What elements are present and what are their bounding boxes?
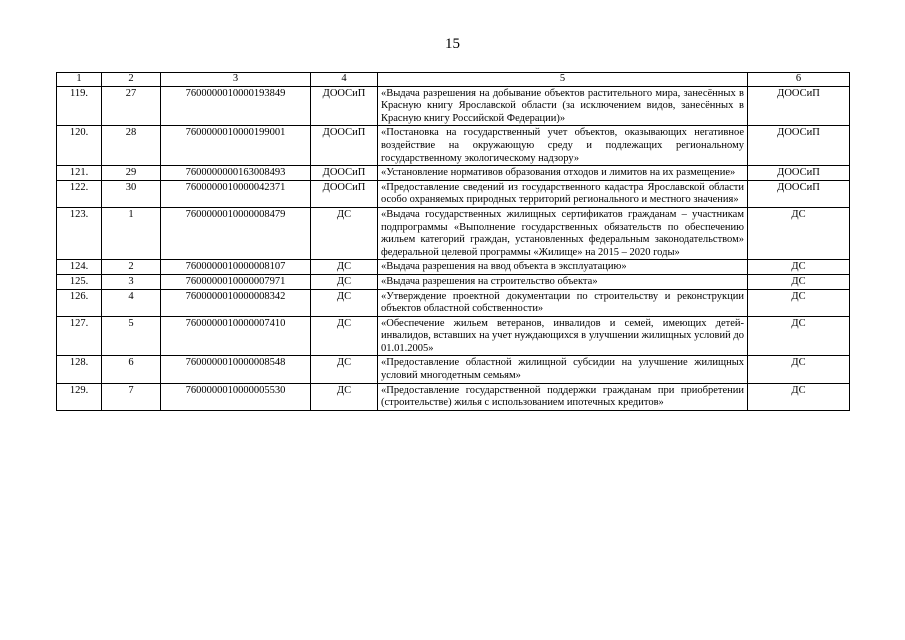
- column-header: 6: [748, 73, 850, 87]
- department-cell: ДС: [311, 383, 378, 410]
- column-header: 3: [161, 73, 311, 87]
- table-row: [57, 180, 850, 207]
- table-row: [57, 356, 850, 383]
- sub-number: 27: [102, 86, 161, 126]
- row-number: 120.: [57, 126, 102, 166]
- table-header-row: [57, 73, 850, 87]
- responsible-cell: ДООСиП: [748, 180, 850, 207]
- service-code: 7600000010000008342: [161, 289, 311, 316]
- department-cell: ДООСиП: [311, 180, 378, 207]
- row-number: 125.: [57, 274, 102, 289]
- service-code: 7600000010000007971: [161, 274, 311, 289]
- service-code: 7600000010000008107: [161, 260, 311, 275]
- sub-number: 2: [102, 260, 161, 275]
- service-name: «Предоставление областной жилищной субсидии на улучшение жилищных условий многодетным семьям»: [378, 356, 748, 383]
- sub-number: 29: [102, 166, 161, 181]
- table-row: [57, 86, 850, 126]
- responsible-cell: ДС: [748, 260, 850, 275]
- sub-number: 5: [102, 316, 161, 356]
- responsible-cell: ДООСиП: [748, 166, 850, 181]
- table-row: [57, 166, 850, 181]
- table-row: [57, 383, 850, 410]
- service-name: «Обеспечение жильем ветеранов, инвалидов и семей, имеющих детей-инвалидов, вставших на учет нуждающихся в улучшении жилищных условий до 01.01.2005»: [378, 316, 748, 356]
- service-code: 7600000010000008548: [161, 356, 311, 383]
- row-number: 122.: [57, 180, 102, 207]
- row-number: 126.: [57, 289, 102, 316]
- service-name: «Предоставление сведений из государственного кадастра Ярославской области особо охраняемых природных территорий регионального и местного значения»: [378, 180, 748, 207]
- department-cell: ДС: [311, 274, 378, 289]
- service-code: 7600000010000007410: [161, 316, 311, 356]
- service-name: «Выдача разрешения на строительство объекта»: [378, 274, 748, 289]
- row-number: 123.: [57, 207, 102, 259]
- column-header: 4: [311, 73, 378, 87]
- responsible-cell: ДС: [748, 274, 850, 289]
- responsible-cell: ДС: [748, 383, 850, 410]
- table-row: [57, 316, 850, 356]
- service-code: 7600000010000008479: [161, 207, 311, 259]
- service-code: 7600000000163008493: [161, 166, 311, 181]
- row-number: 119.: [57, 86, 102, 126]
- page-number: 15: [445, 36, 460, 52]
- sub-number: 30: [102, 180, 161, 207]
- services-table: [56, 72, 850, 411]
- service-name: «Постановка на государственный учет объектов, оказывающих негативное воздействие на окружающую среду и подлежащих региональному государственному экологическому надзору»: [378, 126, 748, 166]
- department-cell: ДООСиП: [311, 166, 378, 181]
- sub-number: 6: [102, 356, 161, 383]
- service-code: 7600000010000199001: [161, 126, 311, 166]
- service-code: 7600000010000193849: [161, 86, 311, 126]
- row-number: 121.: [57, 166, 102, 181]
- column-header: 2: [102, 73, 161, 87]
- sub-number: 28: [102, 126, 161, 166]
- responsible-cell: ДС: [748, 316, 850, 356]
- row-number: 128.: [57, 356, 102, 383]
- service-name: «Установление нормативов образования отходов и лимитов на их размещение»: [378, 166, 748, 181]
- table-row: [57, 274, 850, 289]
- service-name: «Предоставление государственной поддержки гражданам при приобретении (строительстве) жилья с использованием ипотечных кредитов»: [378, 383, 748, 410]
- service-code: 7600000010000005530: [161, 383, 311, 410]
- row-number: 129.: [57, 383, 102, 410]
- table-row: [57, 207, 850, 259]
- department-cell: ДС: [311, 260, 378, 275]
- sub-number: 4: [102, 289, 161, 316]
- service-name: «Выдача разрешения на ввод объекта в эксплуатацию»: [378, 260, 748, 275]
- responsible-cell: ДООСиП: [748, 86, 850, 126]
- responsible-cell: ДС: [748, 356, 850, 383]
- responsible-cell: ДООСиП: [748, 126, 850, 166]
- table-row: [57, 260, 850, 275]
- department-cell: ДС: [311, 207, 378, 259]
- department-cell: ДС: [311, 289, 378, 316]
- responsible-cell: ДС: [748, 207, 850, 259]
- department-cell: ДС: [311, 356, 378, 383]
- sub-number: 1: [102, 207, 161, 259]
- responsible-cell: ДС: [748, 289, 850, 316]
- service-name: «Выдача государственных жилищных сертификатов гражданам – участникам подпрограммы «Выполнение государственных обязательств по обеспечению жильем категорий граждан, установленных федеральным законодательством» федеральной целевой программы «Жилище» на 2015 – 2020 годы»: [378, 207, 748, 259]
- department-cell: ДС: [311, 316, 378, 356]
- sub-number: 7: [102, 383, 161, 410]
- column-header: 5: [378, 73, 748, 87]
- row-number: 127.: [57, 316, 102, 356]
- service-name: «Утверждение проектной документации по строительству и реконструкции объектов областной собственности»: [378, 289, 748, 316]
- service-name: «Выдача разрешения на добывание объектов растительного мира, занесённых в Красную книгу Ярославской области (за исключением видов, занесённых в Красную книгу Российской Федерации)»: [378, 86, 748, 126]
- table-row: [57, 289, 850, 316]
- column-header: 1: [57, 73, 102, 87]
- sub-number: 3: [102, 274, 161, 289]
- department-cell: ДООСиП: [311, 86, 378, 126]
- department-cell: ДООСиП: [311, 126, 378, 166]
- row-number: 124.: [57, 260, 102, 275]
- service-code: 7600000010000042371: [161, 180, 311, 207]
- table-row: [57, 126, 850, 166]
